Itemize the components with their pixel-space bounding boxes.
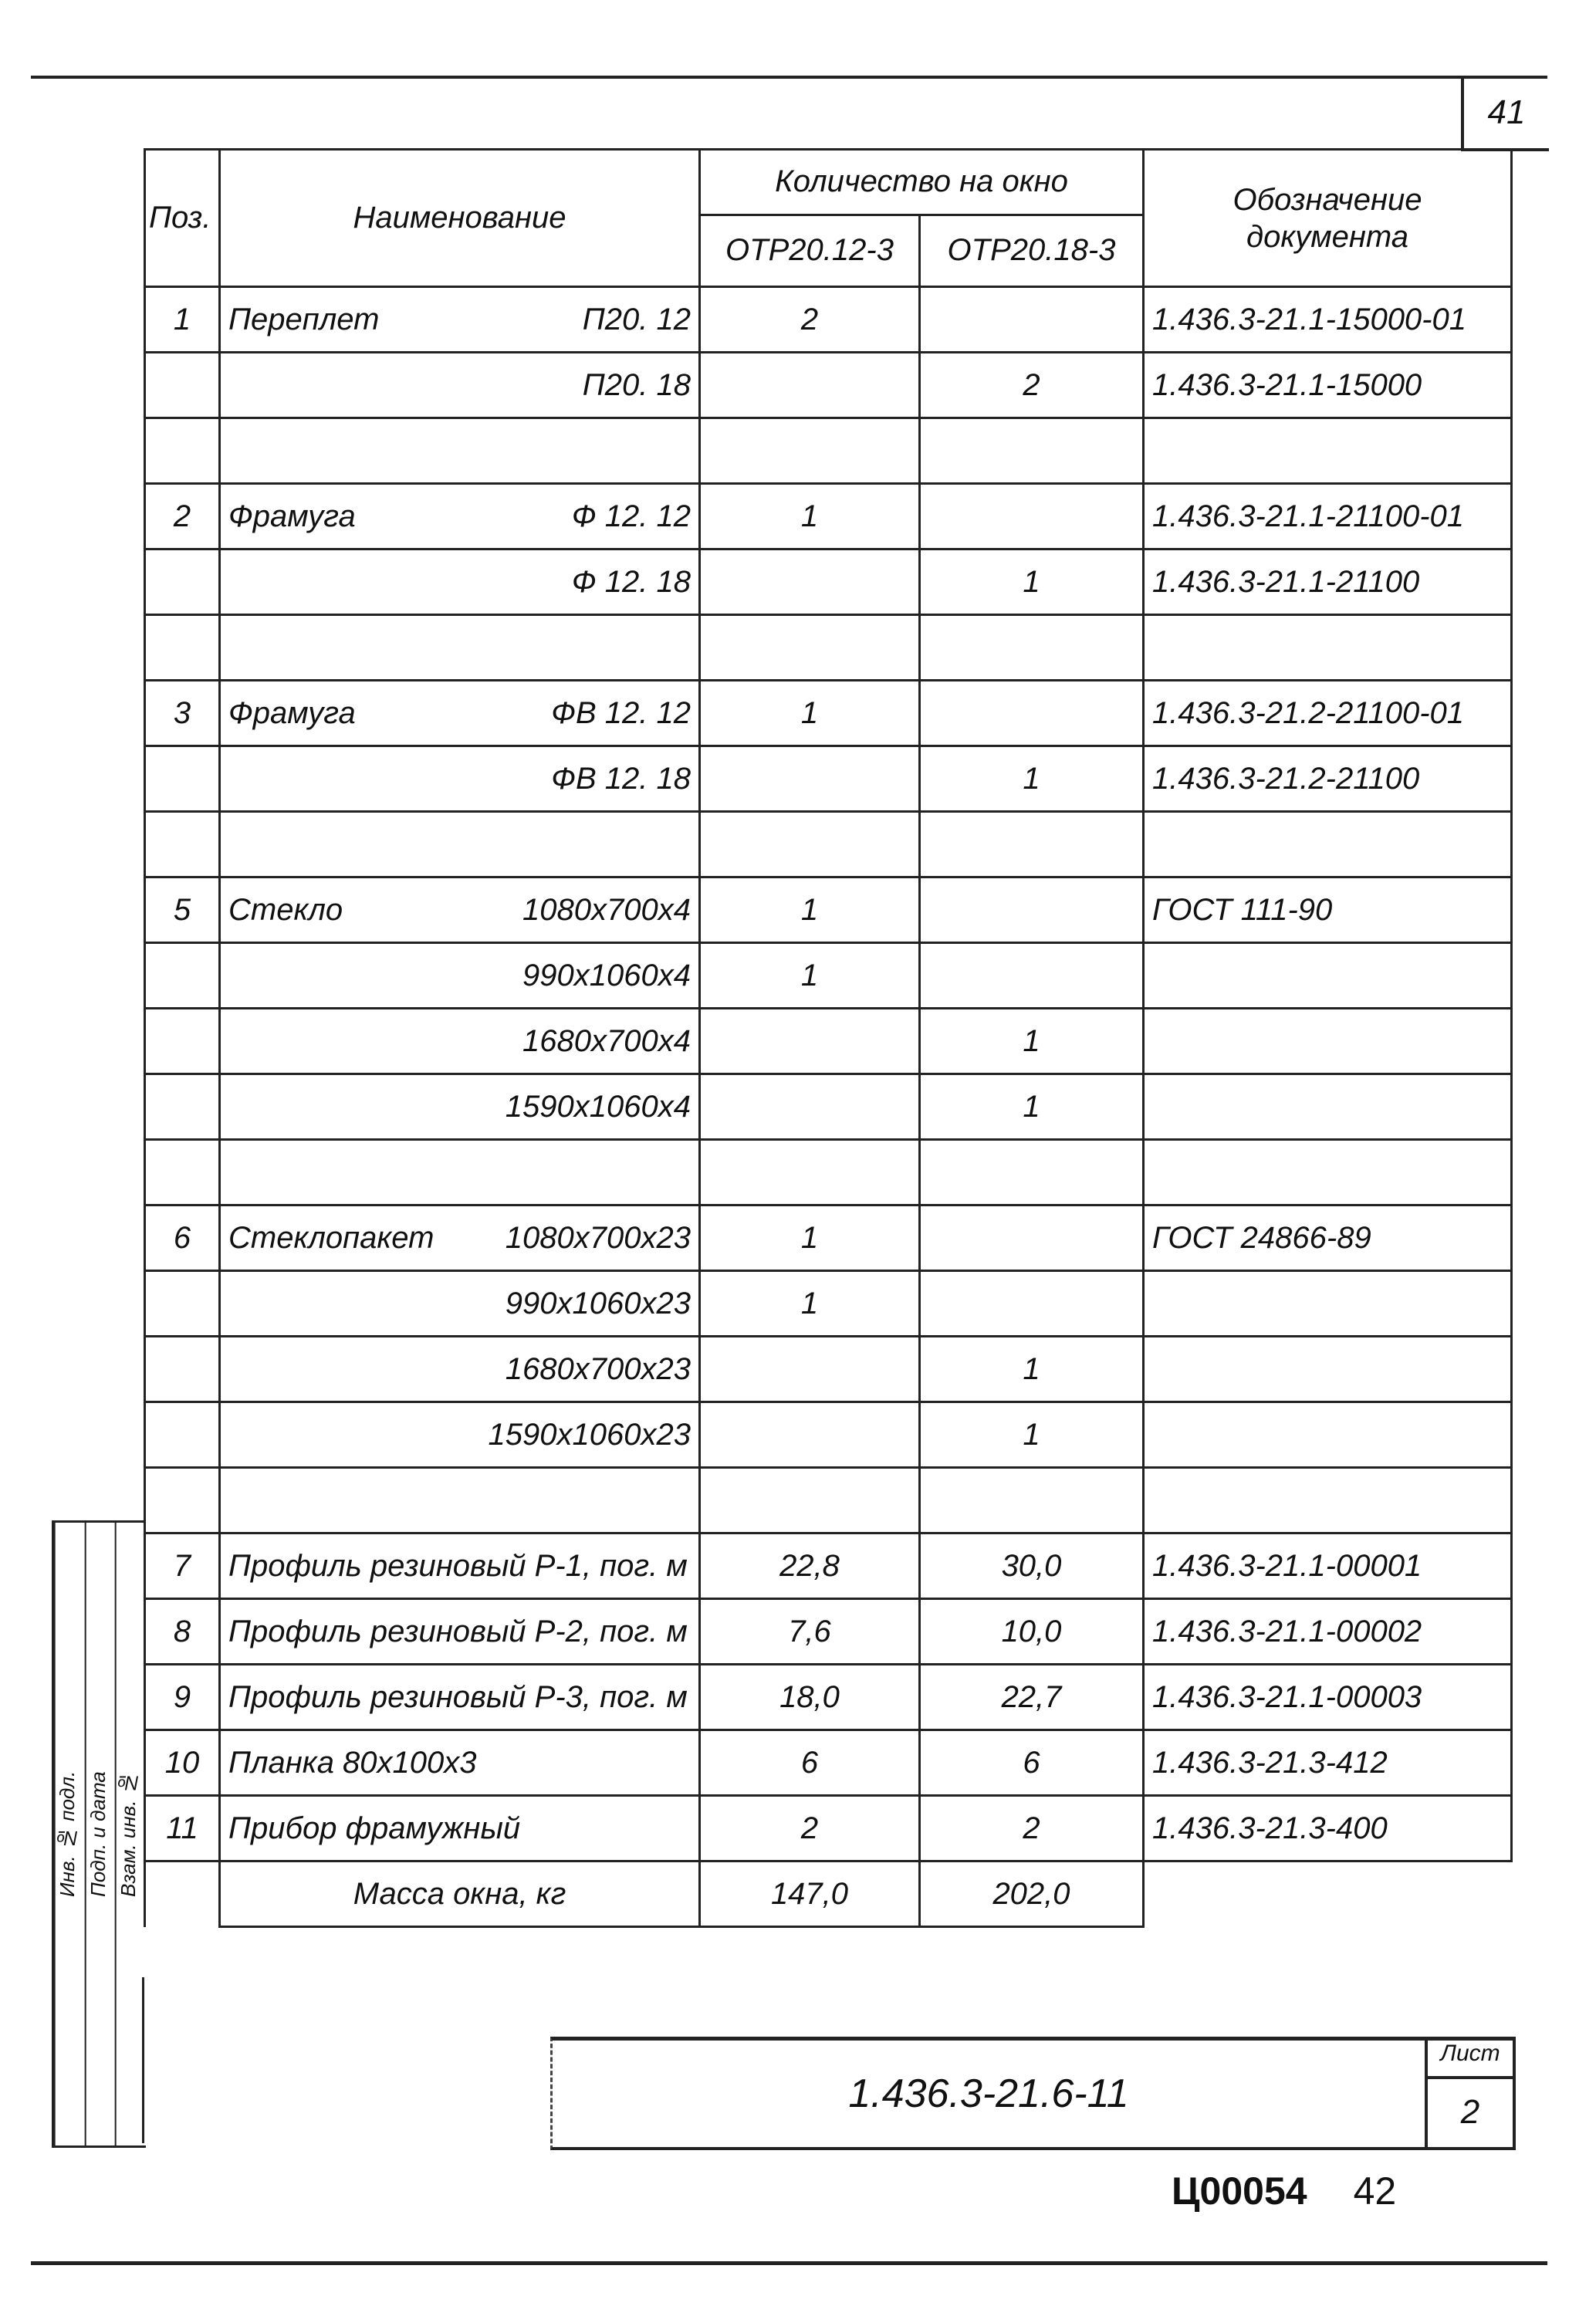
row-spec: Ф 12. 18 xyxy=(571,564,691,599)
row-qty-2 xyxy=(920,287,1144,353)
row-pos: 8 xyxy=(145,1599,220,1665)
top-border-line xyxy=(31,76,1547,79)
row-pos: 11 xyxy=(145,1796,220,1861)
row-pos xyxy=(145,549,220,615)
row-name-cell xyxy=(220,1271,700,1337)
table-row xyxy=(145,943,1512,1009)
row-name-cell xyxy=(220,1533,700,1599)
sheet-number: 2 xyxy=(1460,2093,1480,2131)
row-qty-1 xyxy=(700,1337,920,1402)
row-qty-2: 2 xyxy=(920,1796,1144,1861)
row-name: Переплет xyxy=(228,302,380,336)
row-name-cell xyxy=(220,418,700,484)
row-qty-1 xyxy=(700,812,920,877)
row-spec: 1680x700x4 xyxy=(522,1023,691,1058)
row-doc: 1.436.3-21.1-00001 xyxy=(1144,1533,1512,1599)
row-name-cell xyxy=(220,1599,700,1665)
row-doc: 1.436.3-21.2-21100-01 xyxy=(1144,681,1512,746)
row-qty-1: 2 xyxy=(700,287,920,353)
header-qty-group: Количество на окно xyxy=(700,150,1144,215)
row-qty-1 xyxy=(700,353,920,418)
header-doc: Обозначение документа xyxy=(1144,150,1512,287)
row-pos xyxy=(145,353,220,418)
row-name-cell xyxy=(220,549,700,615)
row-name: Стеклопакет xyxy=(228,1220,435,1255)
document-code: 1.436.3-21.6-11 xyxy=(848,2071,1129,2116)
row-spec: 1590x1060x23 xyxy=(488,1417,691,1452)
row-qty-2 xyxy=(920,681,1144,746)
table-row xyxy=(145,549,1512,615)
row-name-cell xyxy=(220,1205,700,1271)
mass-doc-empty xyxy=(1144,1861,1512,1927)
row-doc: 1.436.3-21.3-400 xyxy=(1144,1796,1512,1861)
row-qty-1: 2 xyxy=(700,1796,920,1861)
row-qty-2 xyxy=(920,418,1144,484)
side-approval-strip xyxy=(52,1520,146,2148)
title-block xyxy=(550,2037,1516,2150)
row-qty-2: 1 xyxy=(920,549,1144,615)
row-name-cell xyxy=(220,484,700,549)
header-qty-col-2: ОТР20.18-3 xyxy=(920,215,1144,286)
row-qty-1: 1 xyxy=(700,484,920,549)
row-qty-2: 1 xyxy=(920,1074,1144,1140)
row-qty-2 xyxy=(920,484,1144,549)
row-name-cell xyxy=(220,1074,700,1140)
row-qty-2: 6 xyxy=(920,1730,1144,1796)
row-pos xyxy=(145,418,220,484)
row-spec: 1590x1060x4 xyxy=(505,1089,691,1124)
row-pos: 6 xyxy=(145,1205,220,1271)
row-doc: ГОСТ 24866-89 xyxy=(1144,1205,1512,1271)
mass-row xyxy=(145,1861,1512,1927)
row-qty-2 xyxy=(920,1271,1144,1337)
table-row xyxy=(145,418,1512,484)
row-pos xyxy=(145,615,220,681)
row-name-cell xyxy=(220,877,700,943)
row-qty-1 xyxy=(700,1074,920,1140)
row-name-cell xyxy=(220,1337,700,1402)
row-pos xyxy=(145,943,220,1009)
table-row xyxy=(145,1009,1512,1074)
sheet-label: Лист xyxy=(1428,2041,1513,2079)
row-pos xyxy=(145,1271,220,1337)
table-row xyxy=(145,1533,1512,1599)
table-row xyxy=(145,1468,1512,1533)
row-qty-1 xyxy=(700,1140,920,1205)
row-spec: Ф 12. 12 xyxy=(571,499,691,533)
row-name: Стекло xyxy=(228,892,343,927)
row-doc: 1.436.3-21.1-15000 xyxy=(1144,353,1512,418)
row-name-cell xyxy=(220,746,700,812)
row-qty-1: 6 xyxy=(700,1730,920,1796)
header-pos: Поз. xyxy=(145,150,220,287)
row-name: Фрамуга xyxy=(228,499,356,533)
row-spec xyxy=(688,1680,691,1715)
row-qty-2: 1 xyxy=(920,1402,1144,1468)
strip-sign-date: Подп. и дата xyxy=(85,1523,116,2145)
page-number: 41 xyxy=(1461,77,1549,151)
row-name-cell xyxy=(220,287,700,353)
table-row xyxy=(145,1271,1512,1337)
row-spec: 1080x700x23 xyxy=(505,1220,691,1255)
row-doc: 1.436.3-21.1-21100 xyxy=(1144,549,1512,615)
row-qty-2 xyxy=(920,1205,1144,1271)
row-spec: 1680x700x23 xyxy=(505,1351,691,1386)
row-doc xyxy=(1144,1468,1512,1533)
row-qty-2: 22,7 xyxy=(920,1665,1144,1730)
row-doc: 1.436.3-21.3-412 xyxy=(1144,1730,1512,1796)
row-qty-1: 1 xyxy=(700,1205,920,1271)
row-qty-1: 7,6 xyxy=(700,1599,920,1665)
row-qty-2: 1 xyxy=(920,746,1144,812)
row-qty-1 xyxy=(700,418,920,484)
row-name-cell xyxy=(220,1468,700,1533)
table-row xyxy=(145,877,1512,943)
row-doc: 1.436.3-21.1-00003 xyxy=(1144,1665,1512,1730)
table-row xyxy=(145,681,1512,746)
row-spec: ФВ 12. 12 xyxy=(551,695,691,730)
archive-stamp xyxy=(1172,2169,1396,2213)
row-name-cell xyxy=(220,681,700,746)
row-pos xyxy=(145,1140,220,1205)
row-spec: 1080x700x4 xyxy=(522,892,691,927)
row-qty-1 xyxy=(700,1402,920,1468)
row-spec xyxy=(520,1811,691,1846)
row-doc xyxy=(1144,1140,1512,1205)
row-name: Планка 80x100x3 xyxy=(228,1745,477,1780)
row-doc: 1.436.3-21.1-15000-01 xyxy=(1144,287,1512,353)
row-doc xyxy=(1144,1402,1512,1468)
table-row xyxy=(145,1337,1512,1402)
row-pos: 1 xyxy=(145,287,220,353)
header-name: Наименование xyxy=(220,150,700,287)
row-pos xyxy=(145,812,220,877)
table-row xyxy=(145,1599,1512,1665)
row-pos xyxy=(145,746,220,812)
row-doc: ГОСТ 111-90 xyxy=(1144,877,1512,943)
row-spec: П20. 12 xyxy=(582,302,691,336)
row-pos xyxy=(145,1074,220,1140)
table-row xyxy=(145,1730,1512,1796)
table-row xyxy=(145,287,1512,353)
row-spec xyxy=(477,1746,691,1780)
row-qty-2 xyxy=(920,615,1144,681)
row-qty-2: 30,0 xyxy=(920,1533,1144,1599)
row-pos: 2 xyxy=(145,484,220,549)
row-name-cell xyxy=(220,1730,700,1796)
row-pos xyxy=(145,1402,220,1468)
row-qty-1: 18,0 xyxy=(700,1665,920,1730)
table-row xyxy=(145,615,1512,681)
row-qty-2: 2 xyxy=(920,353,1144,418)
row-name-cell xyxy=(220,1796,700,1861)
table-row xyxy=(145,1796,1512,1861)
row-spec xyxy=(688,1549,691,1584)
row-name-cell xyxy=(220,812,700,877)
row-qty-2: 1 xyxy=(920,1009,1144,1074)
row-name: Профиль резиновый Р-2, пог. м xyxy=(228,1614,688,1648)
row-name: Профиль резиновый Р-3, пог. м xyxy=(228,1679,688,1714)
row-doc xyxy=(1144,418,1512,484)
row-name: Прибор фрамужный xyxy=(228,1811,521,1845)
row-qty-1: 1 xyxy=(700,1271,920,1337)
row-qty-1 xyxy=(700,746,920,812)
strip-replace-inv: Взам. инв. № xyxy=(115,1523,146,2145)
row-qty-1: 1 xyxy=(700,681,920,746)
table-row xyxy=(145,1140,1512,1205)
row-doc: 1.436.3-21.1-21100-01 xyxy=(1144,484,1512,549)
row-name-cell xyxy=(220,1140,700,1205)
row-name-cell xyxy=(220,1402,700,1468)
row-name-cell xyxy=(220,615,700,681)
row-doc: 1.436.3-21.2-21100 xyxy=(1144,746,1512,812)
row-doc xyxy=(1144,943,1512,1009)
row-pos xyxy=(145,1337,220,1402)
row-qty-1: 1 xyxy=(700,877,920,943)
table-row xyxy=(145,353,1512,418)
row-doc xyxy=(1144,1271,1512,1337)
row-qty-2 xyxy=(920,812,1144,877)
table-row xyxy=(145,812,1512,877)
mass-label: Масса окна, кг xyxy=(220,1861,700,1927)
row-name-cell xyxy=(220,1665,700,1730)
row-doc xyxy=(1144,1009,1512,1074)
row-doc xyxy=(1144,1074,1512,1140)
table-row xyxy=(145,1205,1512,1271)
row-pos: 7 xyxy=(145,1533,220,1599)
header-qty-col-1: ОТР20.12-3 xyxy=(700,215,920,286)
mass-pos xyxy=(145,1861,220,1927)
row-pos: 5 xyxy=(145,877,220,943)
sheet-box xyxy=(1425,2041,1513,2147)
row-qty-1: 22,8 xyxy=(700,1533,920,1599)
row-qty-1 xyxy=(700,1009,920,1074)
table-row xyxy=(145,1074,1512,1140)
table-row xyxy=(145,1665,1512,1730)
row-spec: 990x1060x4 xyxy=(522,958,691,992)
table-row xyxy=(145,484,1512,549)
table-row xyxy=(145,746,1512,812)
row-doc xyxy=(1144,1337,1512,1402)
row-spec: П20. 18 xyxy=(582,367,691,402)
row-doc xyxy=(1144,615,1512,681)
row-qty-1 xyxy=(700,549,920,615)
row-name-cell xyxy=(220,353,700,418)
row-pos: 10 xyxy=(145,1730,220,1796)
row-doc xyxy=(1144,812,1512,877)
specification-table xyxy=(144,148,1513,1928)
row-doc: 1.436.3-21.1-00002 xyxy=(1144,1599,1512,1665)
row-pos xyxy=(145,1468,220,1533)
header-row xyxy=(145,150,1512,215)
row-qty-2: 1 xyxy=(920,1337,1144,1402)
row-spec: ФВ 12. 18 xyxy=(551,761,691,796)
mass-qty-2: 202,0 xyxy=(920,1861,1144,1927)
row-pos xyxy=(145,1009,220,1074)
row-name: Профиль резиновый Р-1, пог. м xyxy=(228,1548,688,1583)
row-pos: 9 xyxy=(145,1665,220,1730)
bottom-border-line xyxy=(31,2261,1547,2265)
row-pos: 3 xyxy=(145,681,220,746)
stamp-number: 42 xyxy=(1353,2169,1397,2213)
row-qty-2 xyxy=(920,1468,1144,1533)
row-qty-2 xyxy=(920,943,1144,1009)
mass-qty-1: 147,0 xyxy=(700,1861,920,1927)
stamp-code: Ц00054 xyxy=(1172,2169,1307,2213)
row-qty-1: 1 xyxy=(700,943,920,1009)
row-spec: 990x1060x23 xyxy=(505,1286,691,1320)
table-row xyxy=(145,1402,1512,1468)
row-qty-2 xyxy=(920,1140,1144,1205)
row-name-cell xyxy=(220,943,700,1009)
row-qty-2: 10,0 xyxy=(920,1599,1144,1665)
row-spec xyxy=(688,1615,691,1649)
row-qty-1 xyxy=(700,615,920,681)
row-name-cell xyxy=(220,1009,700,1074)
strip-inv-orig: Инв. № подл. xyxy=(54,1523,85,2145)
row-qty-1 xyxy=(700,1468,920,1533)
row-qty-2 xyxy=(920,877,1144,943)
row-name: Фрамуга xyxy=(228,695,356,730)
